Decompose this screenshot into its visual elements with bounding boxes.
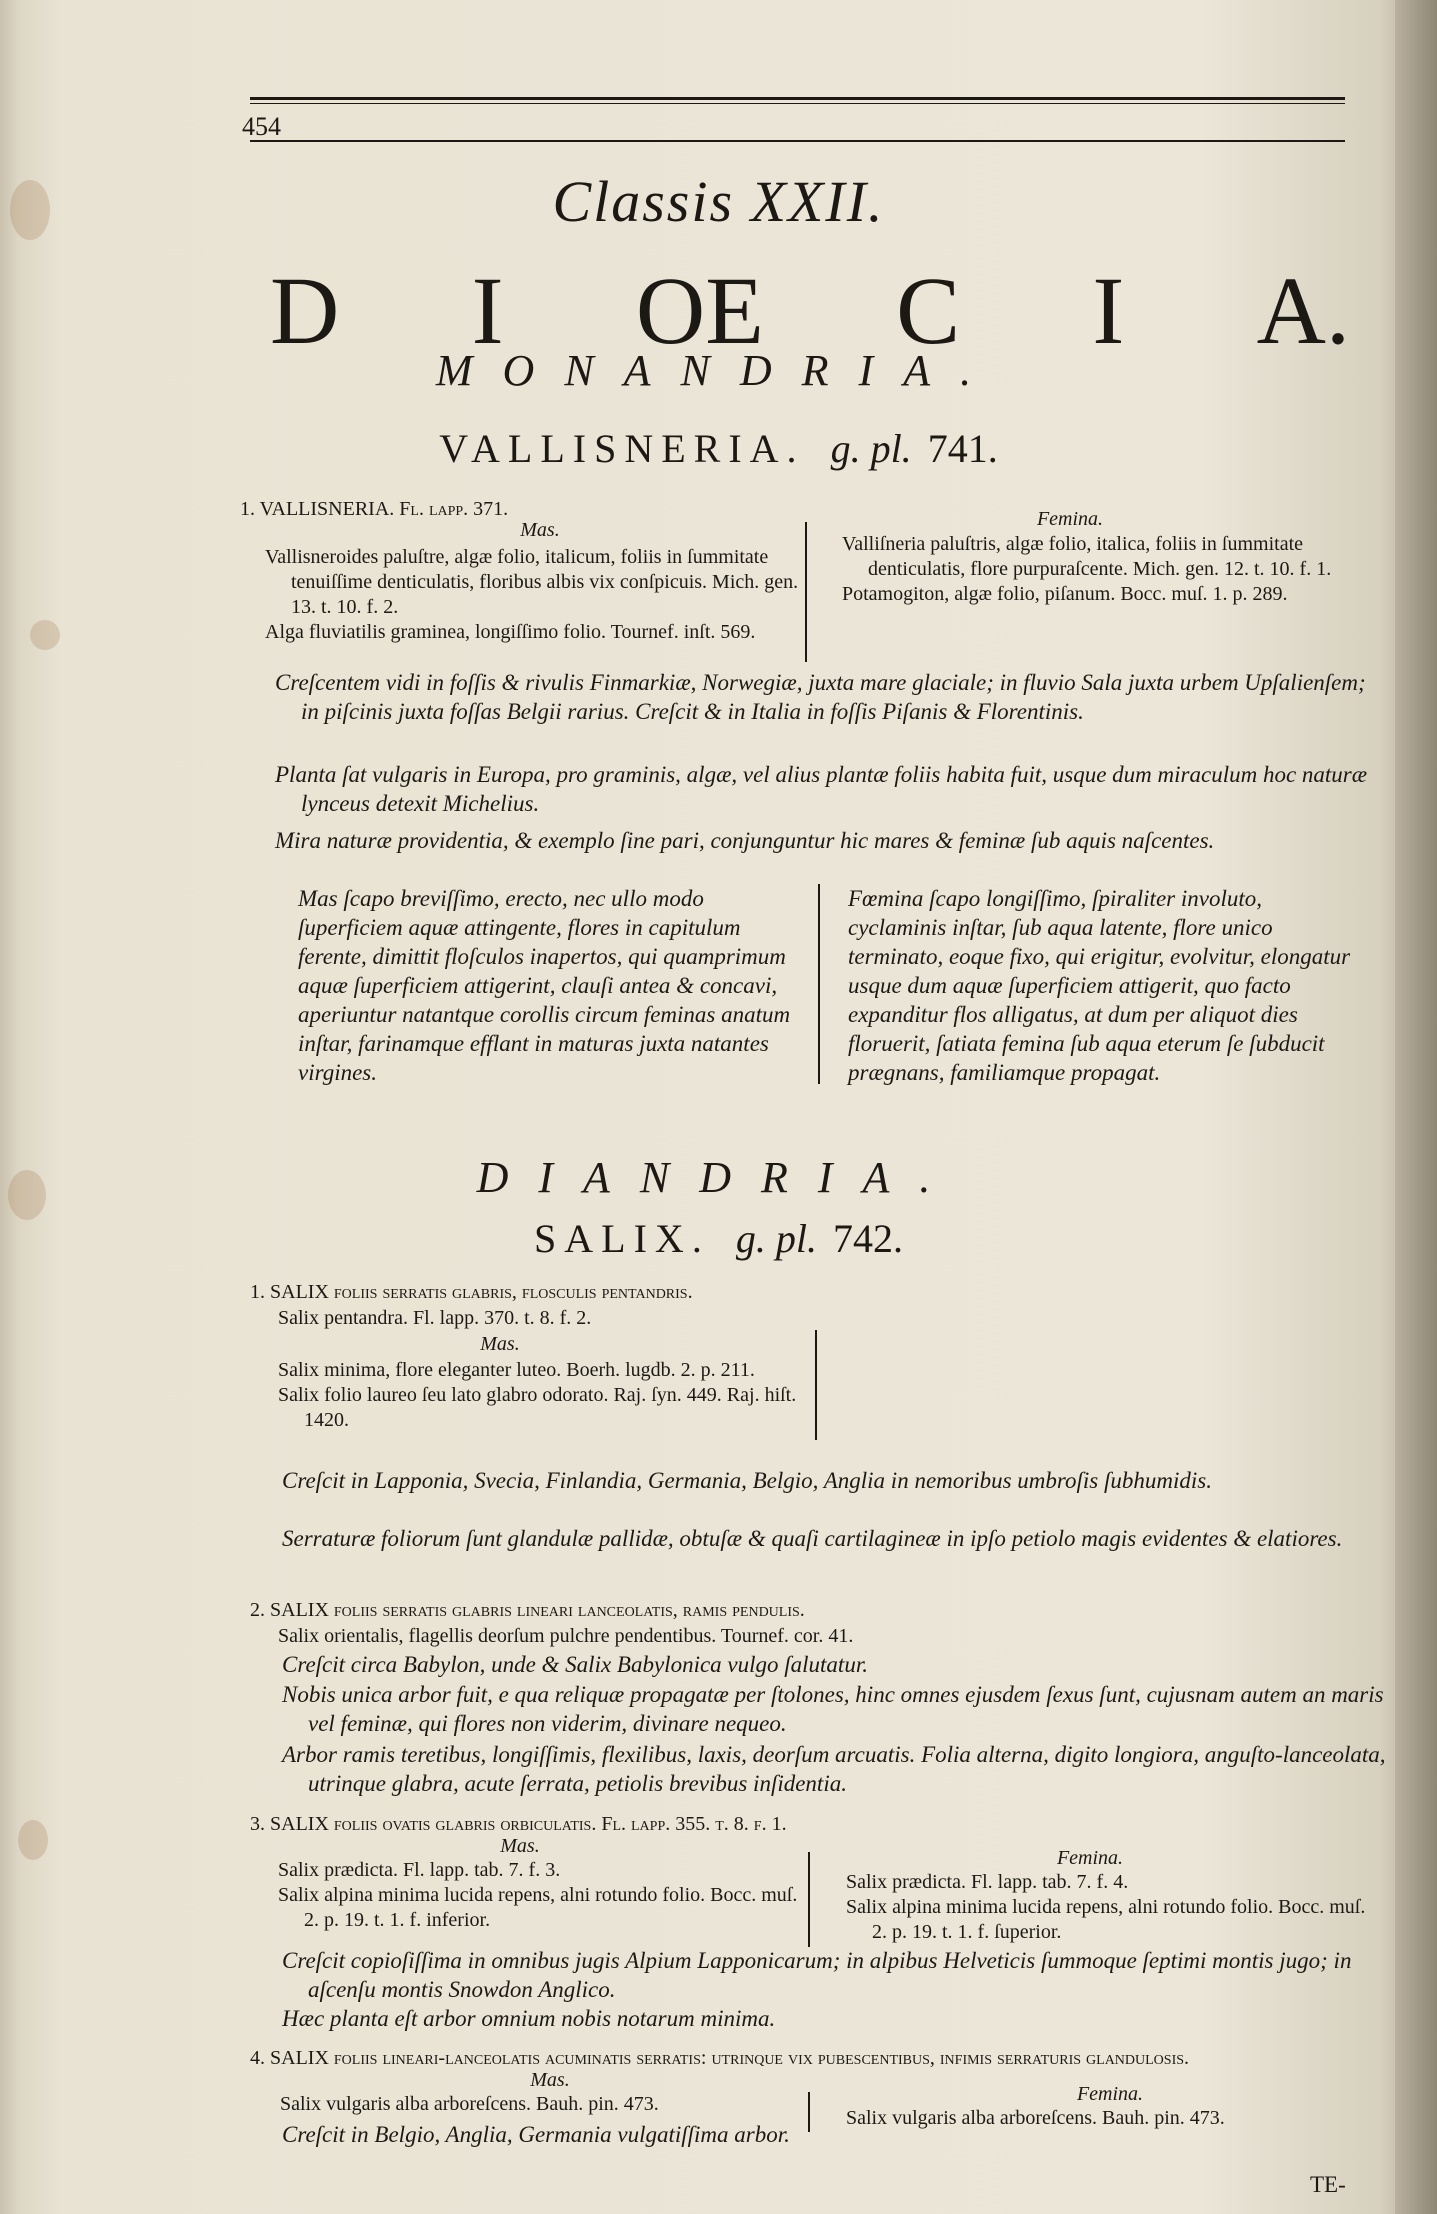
paragraph: Hæc planta eſt arbor omnium nobis notarum minima.	[282, 2006, 776, 2031]
synonym: Salix minima, flore eleganter luteo. Boerh. lugdb. 2. p. 211.	[278, 1359, 755, 1381]
paragraph: Nobis unica arbor fuit, e qua reliquæ propagatæ per ſtolones, hinc omnes ejusdem ſexus ſunt, cujusnam autem an maris vel feminæ, qui flores non viderim, divinare nequeo.	[282, 1682, 1384, 1736]
synonym: Vallisneroides paluſtre, algæ folio, italicum, foliis in ſummitate tenuiſſime denticulatis, floribus albis vix conſpicuis. Mich. gen. 13. t. 10. f. 2.	[265, 546, 799, 618]
femina-description: Fœmina ſcapo longiſſimo, ſpiraliter involuto, cyclaminis inſtar, ſub aqua latente, flore unico terminato, eoque fixo, qui erigitur, evolvitur, elongatur usque dum aquæ ſuperficiem attigerit, quo facto expanditur flos alligatus, at dum per aliquot dies floruerit, ſatiata femina ſub aqua eterum ſe ſubducit prægnans, familiamque propagat.	[848, 886, 1351, 1085]
paragraph: Creſcit copioſiſſima in omnibus jugis Alpium Lapponicarum; in alpibus Helveticis ſummoque ſeptimi montis jugo; in aſcenſu montis Snowdon Anglico.	[282, 1948, 1352, 2002]
femina-label: Femina.	[1076, 2083, 1144, 2105]
synonym: Alga fluviatilis graminea, longiſſimo folio. Tournef. inſt. 569.	[265, 621, 756, 643]
genus-number: 742.	[832, 1216, 903, 1261]
class-title-letter: I	[1092, 257, 1125, 364]
class-title-letter: OE	[635, 257, 764, 364]
column-divider	[808, 1852, 810, 1947]
paragraph: Arbor ramis teretibus, longiſſimis, flexilibus, laxis, deorſum arcuatis. Folia alterna, digito longiora, anguſto-lanceolata, utrinque glabra, acute ſerrata, petiolis brevibus inſidentia.	[282, 1742, 1386, 1796]
paragraph: Creſcentem vidi in foſſis & rivulis Finmarkiæ, Norwegiæ, juxta mare glaciale; in fluvio Sala juxta urbem Upſalienſem; in piſcinis juxta foſſas Belgii rarius. Creſcit & in Italia in foſſis Piſanis & Florentinis.	[275, 670, 1366, 724]
mas-label: Mas.	[480, 1333, 520, 1355]
synonym: Salix vulgaris alba arboreſcens. Bauh. pin. 473.	[846, 2107, 1225, 2129]
paragraph: Planta ſat vulgaris in Europa, pro graminis, algæ, vel alius plantæ foliis habita fuit, usque dum miraculum hoc naturæ lynceus detexit Michelius.	[275, 762, 1368, 816]
synonym: Salix folio laureo ſeu lato glabro odorato. Raj. ſyn. 449. Raj. hiſt. 1420.	[278, 1384, 797, 1431]
synonym: Salix prædicta. Fl. lapp. tab. 7. f. 3.	[278, 1859, 561, 1881]
class-title-letter: D	[270, 257, 340, 364]
order-heading-monandria: MONANDRIA.	[435, 346, 1002, 395]
column-divider	[818, 884, 820, 1084]
page-number: 454	[242, 112, 281, 141]
paragraph: Serraturæ foliorum ſunt glandulæ pallidæ, obtuſæ & quaſi cartilagineæ in ipſo petiolo magis evidentes & elatiores.	[282, 1526, 1343, 1551]
paragraph: Creſcit circa Babylon, unde & Salix Babylonica vulgo ſalutatur.	[282, 1652, 868, 1677]
species-heading: 1. SALIX foliis ſerratis glabris, floſculis pentandris.	[250, 1281, 693, 1303]
classis-heading: Classis XXII.	[552, 169, 885, 234]
class-title-letter: C	[896, 257, 961, 364]
header-rule-top	[250, 97, 1345, 100]
femina-synonyms	[846, 1870, 1366, 1945]
class-title-letter: A.	[1256, 257, 1350, 364]
mas-description: Mas ſcapo breviſſimo, erecto, nec ullo modo ſuperficiem aquæ attingente, flores in capitulum ferente, dimittit floſculos inapertos, qui quamprimum aquæ ſuperficiem attigerint, clauſi antea & concavi, aperiuntur natantque corollis circum feminas anatum inſtar, farinamque efflant in maturas juxta natantes virgines.	[298, 886, 791, 1085]
catchword: TE-	[1310, 2172, 1346, 2197]
mas-label: Mas.	[530, 2069, 570, 2091]
species-heading: 2. SALIX foliis ſerratis glabris lineari lanceolatis, ramis pendulis.	[250, 1599, 805, 1621]
header-rule-thin	[250, 103, 1345, 104]
synonym: Salix alpina minima lucida repens, alni rotundo folio. Bocc. muſ. 2. p. 19. t. 1. f. inferior.	[278, 1884, 798, 1931]
mas-synonyms	[278, 1858, 798, 1933]
genus-heading-salix	[0, 1215, 1437, 1262]
genus-number: 741.	[927, 426, 998, 471]
column-divider	[805, 522, 807, 662]
genus-name: VALLISNERIA.	[439, 426, 805, 471]
synonym: Valliſneria paluſtris, algæ folio, italica, foliis in ſummitate denticulatis, flore purpuraſcente. Mich. gen. 12. t. 10. f. 1.	[842, 533, 1332, 580]
species-heading: 3. SALIX foliis ovatis glabris orbiculatis. Fl. lapp. 355. t. 8. f. 1.	[250, 1813, 787, 1835]
species-heading: 4. SALIX foliis lineari-lanceolatis acuminatis ſerratis: utrinque vix pubeſcentibus, infimis ſerraturis glanduloſis.	[250, 2047, 1190, 2069]
synonym: Salix alpina minima lucida repens, alni rotundo folio. Bocc. muſ. 2. p. 19. t. 1. f. ſuperior.	[846, 1896, 1366, 1943]
synonym: Salix orientalis, flagellis deorſum pulchre pendentibus. Tournef. cor. 41.	[278, 1625, 854, 1647]
mas-synonyms	[265, 545, 805, 645]
synonym: Potamogiton, algæ folio, piſanum. Bocc. muſ. 1. p. 289.	[842, 583, 1288, 605]
paragraph: Mira naturæ providentia, & exemplo ſine pari, conjunguntur hic mares & feminæ ſub aquis naſcentes.	[275, 828, 1215, 853]
synonym: Salix pentandra. Fl. lapp. 370. t. 8. f. 2.	[278, 1307, 592, 1329]
mas-synonyms	[278, 1358, 808, 1433]
femina-synonyms	[842, 532, 1362, 607]
header-rule-bottom	[250, 140, 1345, 142]
femina-label: Femina.	[1036, 508, 1104, 530]
class-title-letter: I	[471, 257, 504, 364]
paragraph: Creſcit in Belgio, Anglia, Germania vulgatiſſima arbor.	[282, 2122, 790, 2147]
genus-ref: g. pl.	[735, 1216, 817, 1261]
synonym: Salix prædicta. Fl. lapp. tab. 7. f. 4.	[846, 1871, 1129, 1893]
mas-label: Mas.	[520, 519, 560, 541]
femina-label: Femina.	[1056, 1847, 1124, 1869]
genus-ref: g. pl.	[830, 426, 912, 471]
order-heading-diandria: DIANDRIA.	[476, 1153, 961, 1202]
column-divider	[815, 1330, 817, 1440]
synonym: Salix vulgaris alba arboreſcens. Bauh. pin. 473.	[280, 2093, 659, 2115]
genus-heading-vallisneria	[0, 425, 1437, 472]
genus-name: SALIX.	[534, 1216, 710, 1261]
species-heading: 1. VALLISNERIA. Fl. lapp. 371.	[240, 498, 509, 520]
paragraph: Creſcit in Lapponia, Svecia, Finlandia, Germania, Belgio, Anglia in nemoribus umbroſis ſubhumidis.	[282, 1468, 1212, 1493]
mas-label: Mas.	[500, 1835, 540, 1857]
